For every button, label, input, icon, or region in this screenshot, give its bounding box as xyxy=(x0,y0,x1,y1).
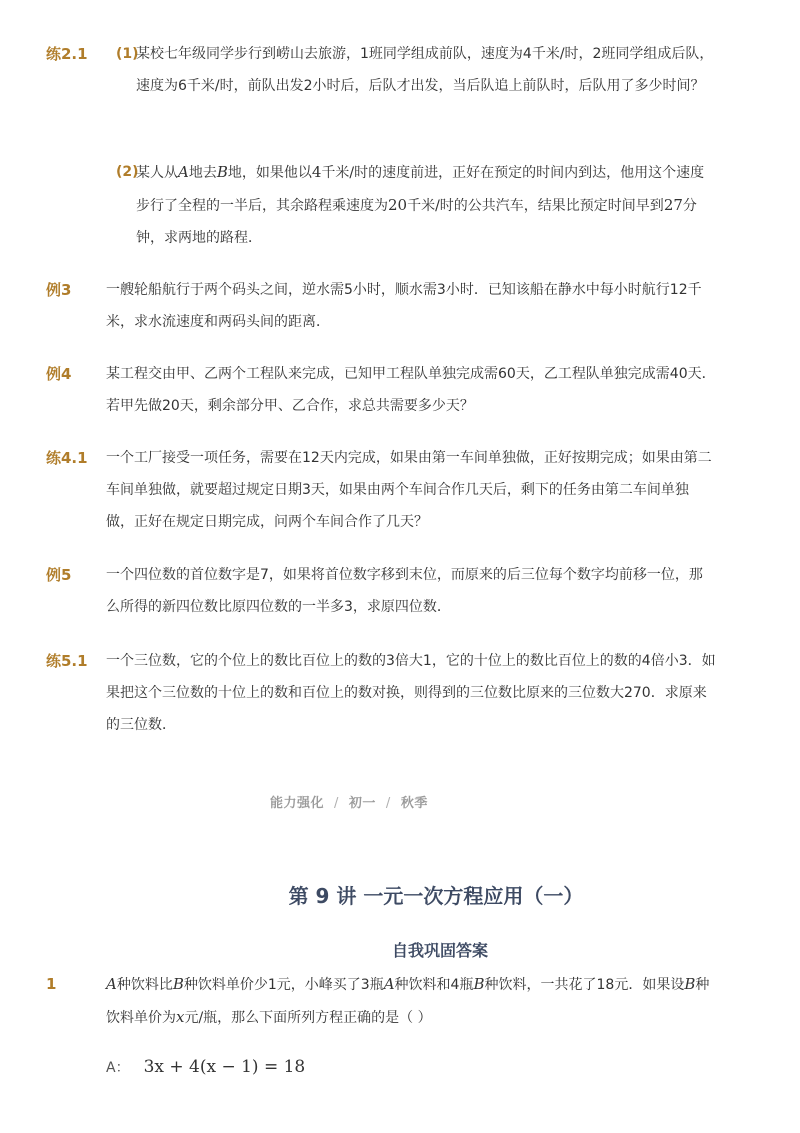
answer-option-a xyxy=(106,1053,305,1082)
problem-label: 练5.1 xyxy=(46,652,88,670)
option-equation: 3x + 4(x − 1) = 18 xyxy=(143,1057,306,1077)
text-run: 种饮料和4瓶 xyxy=(394,977,474,993)
problem-label: 练4.1 xyxy=(46,449,88,467)
subproblem-label: (2) xyxy=(116,164,139,180)
problem-label: 例5 xyxy=(46,566,72,584)
math-number: 27 xyxy=(663,196,683,214)
answer-question-text xyxy=(106,968,716,1034)
text-run: 种饮料，一共花了18元．如果设 xyxy=(484,977,685,993)
math-variable: A xyxy=(106,975,117,993)
problem-text: 一艘轮船航行于两个码头之间，逆水需5小时，顺水需3小时．已知该船在静水中每小时航行12千米，求水流速度和两码头间的距离． xyxy=(106,282,702,330)
problem-text: 一个四位数的首位数字是7，如果将首位数字移到末位，而原来的后三位每个数字均前移一位，那么所得的新四位数比原四位数的一半多3，求原四位数． xyxy=(106,567,703,615)
math-variable: A xyxy=(383,975,395,993)
subproblem-label: (1) xyxy=(116,46,139,62)
answers-title: 自我巩固答案 xyxy=(391,941,488,960)
text-run: 种饮料单价为 xyxy=(106,977,710,1026)
footer-season: 秋季 xyxy=(400,796,428,811)
math-number: 20 xyxy=(388,196,408,214)
problem-text: 一个工厂接受一项任务，需要在12天内完成，如果由第一车间单独做，正好按期完成；如果由第二车间单独做，就要超过规定日期3天，如果由两个车间合作几天后，剩下的任务由第二车间单独做，正好在规定日期完成，问两个车间合作了几天？ xyxy=(106,450,712,530)
math-variable: B xyxy=(172,975,184,993)
problem-label: 例3 xyxy=(46,281,72,299)
text-run: 种饮料比 xyxy=(116,977,173,993)
text-run: 千米/时的速度前进，正好在预定的时间内到达，他用这个速度步行了全程的一半后，其余路程乘速度为 xyxy=(136,165,705,214)
text-run: 分钟，求两地的路程． xyxy=(136,198,697,246)
math-variable: B xyxy=(216,163,228,181)
text-run: 地，如果他以 xyxy=(227,165,312,181)
answer-label: 1 xyxy=(46,975,57,993)
text-run: 地去 xyxy=(188,165,217,181)
math-number: 4 xyxy=(311,163,322,181)
problem-label: 练2.1 xyxy=(46,45,88,63)
page-footer xyxy=(270,792,428,811)
math-variable: A xyxy=(178,163,189,181)
problem-label: 例4 xyxy=(46,365,72,383)
problem-text: 某工程交由甲、乙两个工程队来完成，已知甲工程队单独完成需60天，乙工程队单独完成需40天．若甲先做20天，剩余部分甲、乙合作，求总共需要多少天？ xyxy=(106,366,716,414)
option-label: A： xyxy=(106,1060,130,1076)
math-variable: B xyxy=(473,975,485,993)
subproblem-text xyxy=(136,156,714,254)
problem-text: 一个三位数，它的个位上的数比百位上的数的3倍大1，它的十位上的数比百位上的数的4倍小3．如果把这个三位数的十位上的数和百位上的数对换，则得到的三位数比原来的三位数大270．求原来的三位数． xyxy=(106,653,716,733)
footer-separator: / xyxy=(334,796,339,811)
text-run: 元/瓶，那么下面所列方程正确的是（ ） xyxy=(184,1010,432,1026)
footer-grade: 初一 xyxy=(348,796,376,811)
lecture-title: 第 9 讲 一元一次方程应用（一） xyxy=(288,884,584,908)
text-run: 千米/时的公共汽车，结果比预定时间早到 xyxy=(407,198,664,214)
math-variable: B xyxy=(684,975,696,993)
footer-course: 能力强化 xyxy=(270,796,325,811)
subproblem-text: 某校七年级同学步行到崂山去旅游，1班同学组成前队，速度为4千米/时，2班同学组成后队，速度为6千米/时，前队出发2小时后，后队才出发，当后队追上前队时，后队用了多少时间？ xyxy=(136,46,714,94)
text-run: 种饮料单价少1元，小峰买了3瓶 xyxy=(183,977,384,993)
math-variable: x xyxy=(176,1008,185,1026)
footer-separator: / xyxy=(385,796,391,811)
text-run: 某人从 xyxy=(136,165,178,181)
